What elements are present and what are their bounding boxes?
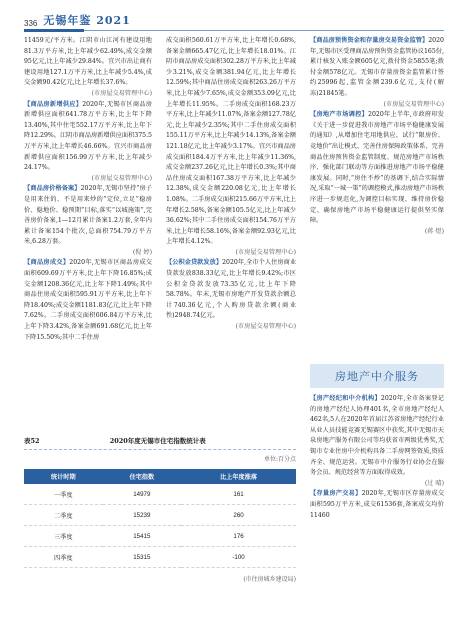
- paragraph-text: (市房屋交易管理中心): [235, 248, 296, 256]
- paragraph-text: 2020年,无锡市区商品房成交面积609.69万平方米,比上年下降16.85%;成交金额1208.36亿元,比上年下降1.49%;其中商品住房成交面积595.91万平方米,比上年下降18.40%;成交金额1181.83亿元,比上年下降7.62%。二手房成交面积606.84万平方米,比上年下降3.42%,备案金额691.68亿元,比上年下降15.50%;其中二手住房: [24, 259, 152, 341]
- table-cell: -100: [181, 547, 296, 568]
- paragraph-heading: 【商品房成交】: [24, 259, 70, 267]
- paragraph-text: 成交面积560.61万平方米,比上年增长0.68%,备案金额665.47亿元,比上年增长18.01%。江阴市商品房成交面积302.28万平方米,比上年减少3.21%,成交金额381.94亿元,比上年增长12.59%;其中商品住房成交面积263.26万平方米,比上年减少7.65%,成交金额353.09亿元,比上年增长11.95%。二手房成交面积168.23万平方米,比上年减少11.07%,备案金额127.78亿元,比上年减少2.35%;其中二手住房成交面积155.11万平方米,比上年减少14.13%,备案金额121.18亿元,比上年减少3.17%。宜兴市商品房成交面积184.4万平方米,比上年减少11.36%,成交金额237.26亿元,比上年增长0.3%;其中商品住房成交面积167.38万平方米,比上年减少12.38%,成交金额220.08亿元,比上年增长1.08%。二手房成交面积215.66万平方米,比上年增长2.58%,备案金额105.5亿元,比上年减少36.62%;其中二手住房成交面积154.76万平方米,比上年增长58.16%,备案金额92.93亿元,比上年增长4.12%。: [166, 37, 296, 246]
- table-row: [24, 547, 296, 568]
- housing-index-table: [24, 469, 296, 568]
- text-column-middle: [166, 36, 296, 333]
- table-cell: 四季度: [24, 547, 103, 568]
- article-paragraph: [24, 258, 152, 343]
- paragraph-text: (过 晴): [424, 479, 444, 487]
- table-caption: [24, 436, 296, 450]
- source-note: [166, 248, 296, 259]
- table-cell: 一季度: [24, 484, 103, 505]
- paragraph-heading: 【存量房产交易】: [310, 490, 362, 498]
- paragraph-heading: 【商品房价格备案】: [24, 185, 81, 193]
- table-cell: 15415: [103, 526, 182, 547]
- source-note: [166, 322, 296, 333]
- page-number: 336: [24, 19, 38, 28]
- table-cell: 176: [181, 526, 296, 547]
- paragraph-text: 2020年,无锡市区存量房成交面积595万平方米,成交61536套,备案成交均价11460: [310, 490, 445, 519]
- paragraph-text: 2020年,无锡市坚持“房子是用来住的、不是用来炒的”定位,立足“稳房价、稳地价、稳预期”目标,落实“以城施策”,完善房价备案,1—12月累计备案1.2万套,全年内累计备案154个批次,总面积754.79万平方米,6.28万套。: [24, 185, 152, 246]
- article-paragraph: [24, 36, 152, 89]
- article-paragraph: [166, 36, 296, 248]
- table-cell: 14979: [103, 484, 182, 505]
- paragraph-text: 2020年上半年,市政府印发《关于进一步促进我市房地产市场平稳健康发展的通知》,从增加住宅用地供应、试行“限房价、竞地价”出让模式、完善住房保障政策体系、完善商品住房预售资金监管制度、规范房地产市场秩序、强化部门联动等方面推进房地产市场平稳健康发展。同时,“房住不炒”的基调下,结合实际情况,采取“一城一策”的调控模式,推动房地产市场秩序进一步规范化,为调控目标实现、维持房价稳定、确保房地产市场平稳健康运行提供坚实保障。: [310, 111, 445, 225]
- table-row: [24, 505, 296, 526]
- page-header: [24, 10, 131, 28]
- table-source: (市住房城乡建设局): [243, 576, 296, 583]
- yearbook-title: 无锡年鉴 2021: [43, 14, 131, 27]
- paragraph-text: (市房屋交易管理中心): [235, 323, 296, 331]
- column-header: 统计时期: [24, 469, 103, 484]
- paragraph-text: 2020年,全市个人住房商业贷款发放838.33亿元,比上年增长9.42%;市区公积金贷款发放73.35亿元,比上年下降58.78%。年末,无锡市房地产开发贷款余额总计740.36亿元,个人购房贷款余额(商业性)2948.74亿元。: [166, 259, 297, 320]
- article-paragraph: [24, 184, 152, 248]
- paragraph-text: (倪 婷): [132, 248, 152, 256]
- table-title: 2020年度无锡市住宅指数统计表: [109, 437, 206, 445]
- table-row: [24, 484, 296, 505]
- paragraph-text: 2020年,无锡市区受理商品房预售资金监管协议165份,累计核发入账金额605亿元,拨付资金5855笔;拨付金额578亿元。无锡市存量房资金监管累计签约25996起,监管金额239.6亿元,支付(解冻)21845笔。: [310, 37, 444, 97]
- text-column-right-lower: [310, 394, 444, 521]
- table-number: 表52: [24, 437, 40, 445]
- paragraph-heading: 【商品房新增供应】: [24, 100, 83, 108]
- source-note: [24, 89, 152, 100]
- source-note: [310, 100, 444, 111]
- paragraph-text: (市房屋交易管理中心): [383, 100, 444, 108]
- table-row: [24, 526, 296, 547]
- paragraph-text: 11459元/平方米。江阴市山江河有建设用地81.3万平方米,比上年减少62.49%,成交金额95亿元,比上年减少29.84%。宜兴市出让商有建设用地127.1万平方米,比上年减少5.4%,成交金额90.42亿元,比上年增长37.6%。: [24, 37, 152, 87]
- table-unit: 单位:百分点: [263, 456, 296, 463]
- article-paragraph: [310, 394, 444, 479]
- paragraph-text: (市房屋交易管理中心): [91, 174, 152, 182]
- housing-index-table-block: [24, 436, 296, 583]
- source-note: [24, 248, 152, 259]
- article-paragraph: [310, 36, 444, 100]
- column-header: 住宅指数: [103, 469, 182, 484]
- table-cell: 260: [181, 505, 296, 526]
- article-paragraph: [166, 258, 296, 322]
- article-paragraph: [310, 110, 444, 227]
- table-cell: 三季度: [24, 526, 103, 547]
- table-cell: 15315: [103, 547, 182, 568]
- text-column-left: [24, 36, 152, 343]
- paragraph-text: 2020年,全市备案登记的房地产经纪人协理401名,全市房地产经纪人462名,5人在2020年首届江苏省房地产经纪行业从业人员技能竞赛无锡赛区中获奖,其中无锡市天泉房地产服务有限公司等均获省市两级优秀奖,无锡市专业住房中介机构具备二手房网签资质,资质齐全、规范运营。无锡市中介服务行业协会在服务会员、规范经营等方面取得成效。: [310, 395, 444, 477]
- paragraph-text: (市房屋交易管理中心): [91, 89, 152, 97]
- paragraph-heading: 【公积金贷款发放】: [166, 259, 223, 267]
- column-header: 比上年度涨落: [181, 469, 296, 484]
- article-paragraph: [24, 100, 152, 174]
- paragraph-heading: 【房地产市场调控】: [310, 111, 369, 119]
- header-rule: [24, 30, 444, 31]
- paragraph-heading: 【房产经纪和中介机构】: [310, 395, 381, 402]
- paragraph-text: 2020年,无锡市区商品房新增供应面积641.78万平方米,比上年下降13.40%,其中住宅552.17万平方米,比上年下降12.29%。江阴市商品房新增供应面积375.5万平方米,比上年增长46.66%。宜兴市商品房新增供应面积156.99万平方米,比上年减少24.17%。: [24, 100, 152, 172]
- table-cell: 15239: [103, 505, 182, 526]
- section-banner: 房地产中介服务: [310, 364, 444, 388]
- table-cell: 二季度: [24, 505, 103, 526]
- source-note: [310, 227, 444, 238]
- text-column-right: [310, 36, 444, 237]
- header-accent-bar: [24, 29, 84, 32]
- source-note: [310, 479, 444, 490]
- table-header-row: [24, 469, 296, 484]
- paragraph-heading: 【商品房预售资金和存量房交易资金监管】: [310, 37, 429, 44]
- table-cell: 161: [181, 484, 296, 505]
- paragraph-text: (蒋 煜): [424, 227, 444, 235]
- source-note: [24, 174, 152, 185]
- article-paragraph: [310, 489, 444, 521]
